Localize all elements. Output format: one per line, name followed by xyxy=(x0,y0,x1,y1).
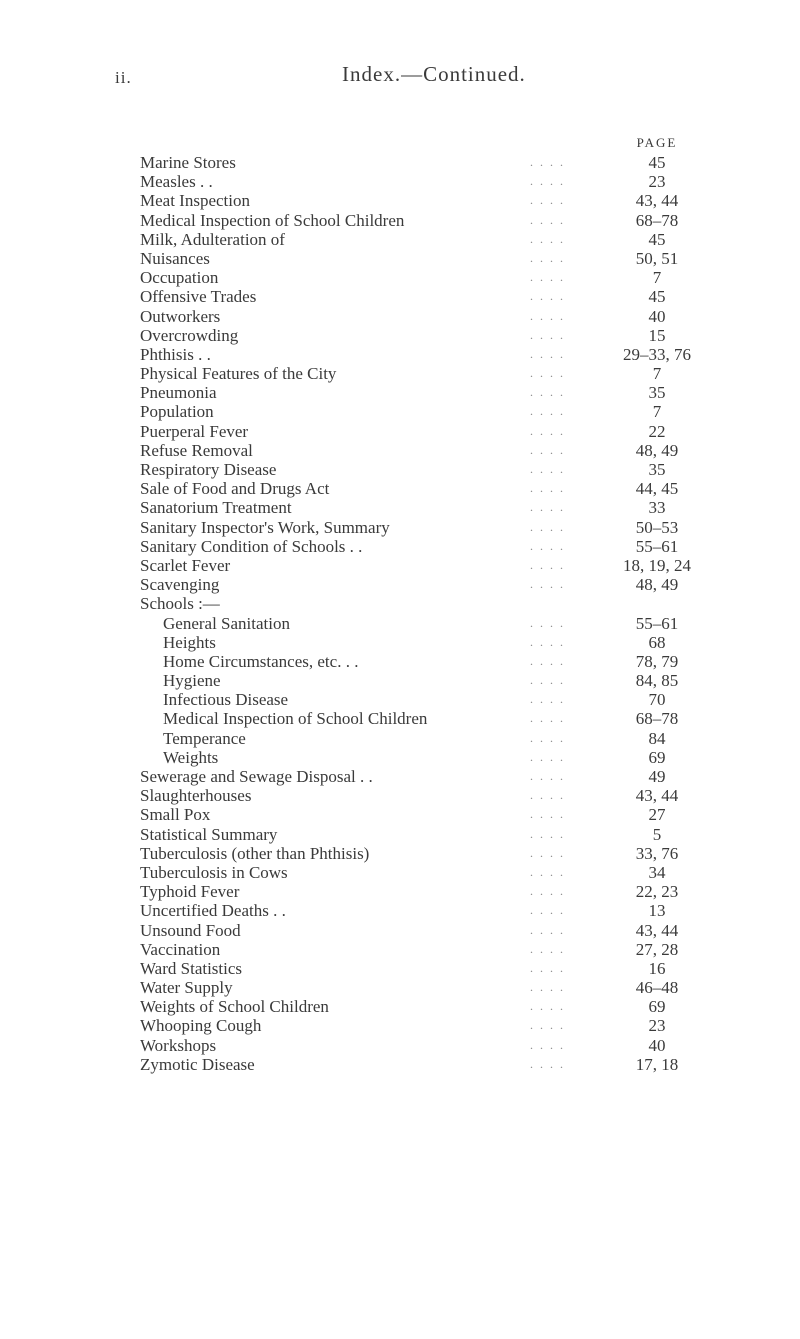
index-entry xyxy=(0,844,800,863)
entry-pages: 78, 79 xyxy=(635,651,679,671)
index-entry xyxy=(0,498,800,517)
dot-leader: . . . . xyxy=(530,404,565,419)
entry-term: Sale of Food and Drugs Act xyxy=(140,479,330,499)
entry-pages: 55–61 xyxy=(635,613,679,633)
entry-pages: 70 xyxy=(648,690,666,710)
entry-term: Tuberculosis (other than Phthisis) xyxy=(140,843,370,863)
index-entry xyxy=(0,211,800,230)
entry-pages: 16 xyxy=(648,958,666,978)
dot-leader: . . . . xyxy=(530,423,565,438)
dot-leader: . . . . xyxy=(530,155,565,169)
entry-pages: 35 xyxy=(648,383,666,403)
index-entry xyxy=(0,191,800,210)
dot-leader: . . . . xyxy=(530,538,565,553)
entry-term: Puerperal Fever xyxy=(140,421,249,441)
index-entry xyxy=(0,1055,800,1074)
entry-term: Scarlet Fever xyxy=(140,555,231,575)
entry-pages: 7 xyxy=(652,268,662,288)
dot-leader: . . . . xyxy=(530,1037,565,1052)
index-entry xyxy=(0,518,800,537)
entry-pages: 45 xyxy=(648,287,666,307)
entry-pages: 50, 51 xyxy=(635,248,679,268)
entry-pages: 69 xyxy=(648,747,666,767)
index-entry xyxy=(0,307,800,326)
dot-leader: . . . . xyxy=(530,346,565,361)
index-entry xyxy=(0,671,800,690)
index-entry xyxy=(0,287,800,306)
entry-pages: 50–53 xyxy=(635,517,679,537)
page-header xyxy=(0,62,800,92)
index-entry xyxy=(0,556,800,575)
entry-term: Unsound Food xyxy=(140,920,241,940)
entry-term: Physical Features of the City xyxy=(140,364,337,384)
index-entry xyxy=(0,268,800,287)
dot-leader: . . . . xyxy=(530,730,565,745)
index-entry xyxy=(0,364,800,383)
index-entry xyxy=(0,249,800,268)
dot-leader: . . . . xyxy=(530,193,565,208)
dot-leader: . . . . xyxy=(530,308,565,323)
dot-leader: . . . . xyxy=(530,845,565,860)
page-column-header: PAGE xyxy=(636,135,678,150)
index-entry xyxy=(0,729,800,748)
entry-pages: 84, 85 xyxy=(635,671,679,691)
dot-leader: . . . . xyxy=(530,231,565,246)
entry-term: Milk, Adulteration of xyxy=(140,229,285,249)
entry-pages: 22, 23 xyxy=(635,882,679,902)
entry-pages: 48, 49 xyxy=(635,440,679,460)
dot-leader: . . . . xyxy=(530,769,565,783)
index-entry xyxy=(0,940,800,959)
dot-leader: . . . . xyxy=(530,999,565,1014)
index-entry xyxy=(0,901,800,920)
entry-term: Zymotic Disease xyxy=(140,1054,255,1074)
index-entry xyxy=(0,575,800,594)
entry-pages: 69 xyxy=(648,997,666,1017)
dot-leader: . . . . xyxy=(530,788,565,803)
index-entry xyxy=(0,767,800,786)
index-entry xyxy=(0,479,800,498)
entry-term: Outworkers xyxy=(140,306,221,326)
dot-leader: . . . . xyxy=(530,960,565,975)
dot-leader: . . . . xyxy=(530,270,565,285)
dot-leader: . . . . xyxy=(530,442,565,457)
entry-pages: 7 xyxy=(652,402,662,422)
index-entry xyxy=(0,633,800,652)
dot-leader: . . . . xyxy=(530,500,565,515)
entry-pages: 45 xyxy=(648,229,666,249)
entry-pages: 29–33, 76 xyxy=(623,344,691,364)
entry-pages: 15 xyxy=(648,325,666,345)
entry-pages: 40 xyxy=(648,306,666,326)
dot-leader: . . . . xyxy=(530,826,565,841)
index-entry xyxy=(0,172,800,191)
entry-term: Sanatorium Treatment xyxy=(140,498,292,518)
entry-term: Heights xyxy=(163,632,216,652)
entry-pages: 45 xyxy=(648,153,666,172)
entry-term: Home Circumstances, etc. . . xyxy=(163,651,359,671)
dot-leader: . . . . xyxy=(530,577,565,592)
entry-term: Nuisances xyxy=(140,248,210,268)
index-entry xyxy=(0,921,800,940)
entry-term: Meat Inspection xyxy=(140,191,250,211)
dot-leader: . . . . xyxy=(530,884,565,899)
index-entry xyxy=(0,153,800,172)
entry-pages: 43, 44 xyxy=(635,786,679,806)
entry-pages: 43, 44 xyxy=(635,191,679,211)
entry-term: Weights xyxy=(163,747,219,767)
dot-leader: . . . . xyxy=(530,807,565,822)
index-entry xyxy=(0,326,800,345)
dot-leader: . . . . xyxy=(530,250,565,265)
entry-term: Occupation xyxy=(140,268,219,288)
entry-pages: 40 xyxy=(648,1035,666,1055)
entry-term: Temperance xyxy=(163,728,246,748)
dot-leader: . . . . xyxy=(530,481,565,496)
index-entry xyxy=(0,345,800,364)
index-entry xyxy=(0,997,800,1016)
entry-term: Respiratory Disease xyxy=(140,460,277,479)
dot-leader: . . . . xyxy=(530,864,565,879)
index-entry xyxy=(0,786,800,805)
dot-leader: . . . . xyxy=(530,941,565,956)
index-entry xyxy=(0,614,800,633)
entry-pages: 44, 45 xyxy=(635,479,679,499)
dot-leader: . . . . xyxy=(530,1018,565,1033)
entry-term: Vaccination xyxy=(140,939,221,959)
dot-leader: . . . . xyxy=(530,653,565,668)
dot-leader: . . . . xyxy=(530,980,565,995)
index-entry xyxy=(0,978,800,997)
index-entry xyxy=(0,460,800,479)
index-entries xyxy=(0,153,800,1074)
index-entry xyxy=(0,422,800,441)
dot-leader: . . . . xyxy=(530,634,565,649)
entry-term: Uncertified Deaths . . xyxy=(140,901,286,921)
entry-term: Pneumonia xyxy=(140,383,217,403)
entry-term: Overcrowding xyxy=(140,325,239,345)
entry-pages: 22 xyxy=(648,421,666,441)
dot-leader: . . . . xyxy=(530,749,565,764)
entry-pages: 48, 49 xyxy=(635,575,679,595)
entry-pages: 7 xyxy=(652,364,662,384)
entry-term: Weights of School Children xyxy=(140,997,329,1017)
entry-pages: 84 xyxy=(648,728,666,748)
entry-term: Tuberculosis in Cows xyxy=(140,862,288,882)
running-head: Index.—Continued. xyxy=(342,62,526,86)
dot-leader: . . . . xyxy=(530,519,565,534)
entry-pages: 27, 28 xyxy=(635,939,679,959)
dot-leader: . . . . xyxy=(530,557,565,572)
entry-term: Small Pox xyxy=(140,805,211,825)
index-entry xyxy=(0,709,800,728)
entry-term: Population xyxy=(140,402,214,422)
entry-term: Whooping Cough xyxy=(140,1016,262,1036)
entry-term: Ward Statistics xyxy=(140,958,243,978)
index-entry xyxy=(0,825,800,844)
entry-term: Refuse Removal xyxy=(140,440,253,460)
dot-leader: . . . . xyxy=(530,366,565,381)
entry-pages: 68–78 xyxy=(635,709,679,729)
entry-term: Schools :— xyxy=(140,594,220,614)
dot-leader: . . . . xyxy=(530,174,565,189)
entry-pages: 13 xyxy=(648,901,666,921)
index-entry xyxy=(0,959,800,978)
index-entry xyxy=(0,882,800,901)
entry-pages: 33, 76 xyxy=(635,843,679,863)
entry-pages: 33 xyxy=(648,498,666,518)
dot-leader: . . . . xyxy=(530,711,565,726)
entry-term: Sewerage and Sewage Disposal . . xyxy=(140,767,373,786)
entry-term: Offensive Trades xyxy=(140,287,257,307)
entry-pages: 34 xyxy=(648,862,666,882)
entry-pages: 35 xyxy=(648,460,666,479)
entry-term: Medical Inspection of School Children xyxy=(140,210,405,230)
index-entry xyxy=(0,230,800,249)
index-entry xyxy=(0,537,800,556)
dot-leader: . . . . xyxy=(530,462,565,476)
entry-term: Hygiene xyxy=(163,671,221,691)
entry-pages: 5 xyxy=(652,824,662,844)
dot-leader: . . . . xyxy=(530,1056,565,1071)
dot-leader: . . . . xyxy=(530,615,565,630)
entry-term: Scavenging xyxy=(140,575,220,595)
entry-term: General Sanitation xyxy=(163,613,290,633)
index-entry xyxy=(0,690,800,709)
entry-term: Workshops xyxy=(140,1035,217,1055)
index-entry xyxy=(0,863,800,882)
index-entry xyxy=(0,1016,800,1035)
entry-term: Measles . . xyxy=(140,172,213,192)
entry-pages: 68–78 xyxy=(635,210,679,230)
entry-pages: 17, 18 xyxy=(635,1054,679,1074)
entry-pages: 27 xyxy=(648,805,666,825)
page-number: ii. xyxy=(115,68,132,87)
entry-term: Sanitary Condition of Schools . . xyxy=(140,536,363,556)
entry-pages: 23 xyxy=(648,172,666,192)
dot-leader: . . . . xyxy=(530,922,565,937)
entry-term: Slaughterhouses xyxy=(140,786,252,806)
entry-term: Marine Stores xyxy=(140,153,236,172)
entry-term: Sanitary Inspector's Work, Summary xyxy=(140,517,390,537)
dot-leader: . . . . xyxy=(530,692,565,707)
entry-term: Phthisis . . xyxy=(140,344,211,364)
entry-term: Water Supply xyxy=(140,978,233,998)
index-entry xyxy=(0,1036,800,1055)
dot-leader: . . . . xyxy=(530,289,565,304)
index-entry xyxy=(0,383,800,402)
index-entry xyxy=(0,402,800,421)
index-entry xyxy=(0,748,800,767)
entry-pages: 55–61 xyxy=(635,536,679,556)
entry-term: Typhoid Fever xyxy=(140,882,240,902)
entry-term: Medical Inspection of School Children xyxy=(163,709,428,729)
entry-pages: 49 xyxy=(648,767,666,786)
dot-leader: . . . . xyxy=(530,212,565,227)
entry-pages: 43, 44 xyxy=(635,920,679,940)
index-entry xyxy=(0,441,800,460)
index-entry xyxy=(0,652,800,671)
index-entry xyxy=(0,805,800,824)
dot-leader: . . . . xyxy=(530,903,565,918)
entry-term: Infectious Disease xyxy=(163,690,289,710)
dot-leader: . . . . xyxy=(530,327,565,342)
entry-pages: 68 xyxy=(648,632,666,652)
entry-pages: 46–48 xyxy=(635,978,679,998)
entry-pages: 18, 19, 24 xyxy=(623,555,691,575)
entry-term: Statistical Summary xyxy=(140,824,278,844)
dot-leader: . . . . xyxy=(530,673,565,688)
index-entry xyxy=(0,594,800,613)
entry-pages: 23 xyxy=(648,1016,666,1036)
dot-leader: . . . . xyxy=(530,385,565,400)
